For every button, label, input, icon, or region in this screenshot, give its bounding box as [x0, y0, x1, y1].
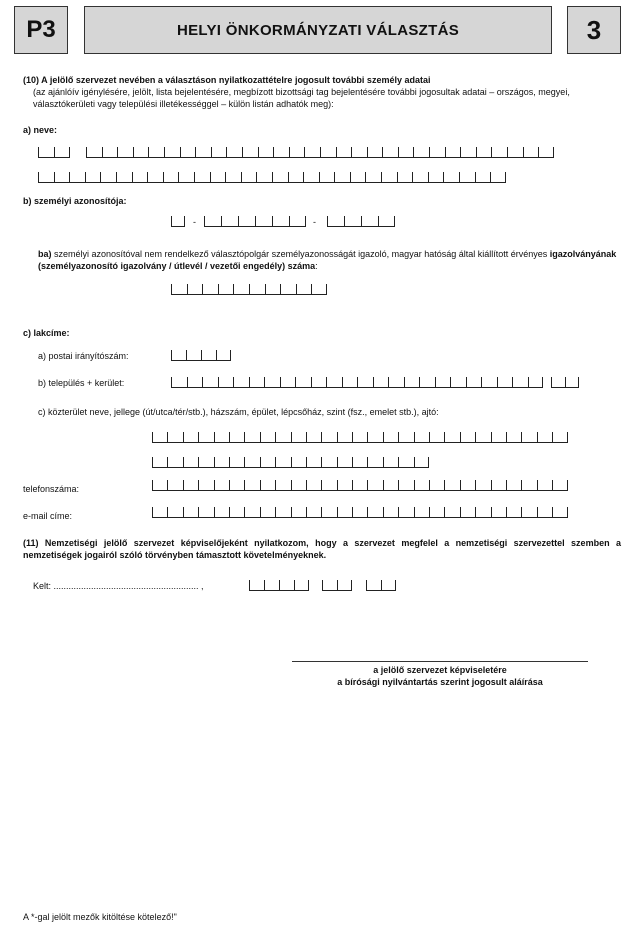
- char-cell[interactable]: [538, 147, 554, 157]
- char-cell[interactable]: [229, 507, 244, 517]
- char-cell[interactable]: [226, 147, 242, 157]
- char-cell[interactable]: [241, 172, 257, 182]
- char-cell[interactable]: [233, 377, 249, 387]
- personal-id-dash-2: -: [313, 217, 316, 227]
- char-cell[interactable]: [319, 172, 335, 182]
- char-cell[interactable]: [171, 284, 187, 294]
- char-cell[interactable]: [214, 432, 229, 442]
- char-cell[interactable]: [132, 172, 148, 182]
- char-cell[interactable]: [260, 432, 275, 442]
- char-cell[interactable]: [321, 507, 336, 517]
- street-boxes-row2[interactable]: [152, 457, 429, 468]
- street-label: c) közterület neve, jellege (út/utca/tér/stb.), házszám, épület, lépcsőház, szint (fsz., emelet stb.), ajtó:: [38, 407, 439, 417]
- char-cell[interactable]: [311, 284, 327, 294]
- char-cell[interactable]: [187, 377, 203, 387]
- char-cell[interactable]: [260, 507, 275, 517]
- char-cell[interactable]: [373, 377, 389, 387]
- char-cell[interactable]: [183, 457, 198, 467]
- char-cell[interactable]: [460, 480, 475, 490]
- char-cell[interactable]: [279, 580, 294, 590]
- email-boxes[interactable]: [152, 507, 568, 518]
- char-cell[interactable]: [351, 147, 367, 157]
- char-cell[interactable]: [506, 432, 521, 442]
- char-cell[interactable]: [85, 172, 101, 182]
- postal-code-boxes[interactable]: [171, 350, 231, 361]
- date-day-boxes[interactable]: [366, 580, 396, 591]
- char-cell[interactable]: [264, 377, 280, 387]
- char-cell[interactable]: [280, 377, 296, 387]
- char-cell[interactable]: [264, 580, 279, 590]
- personal-id-box-1[interactable]: [171, 216, 185, 227]
- char-cell[interactable]: [481, 377, 497, 387]
- personal-id-box-2[interactable]: [204, 216, 306, 227]
- char-cell[interactable]: [506, 480, 521, 490]
- char-cell[interactable]: [414, 432, 429, 442]
- char-cell[interactable]: [275, 457, 290, 467]
- char-cell[interactable]: [521, 480, 536, 490]
- char-cell[interactable]: [86, 147, 102, 157]
- char-cell[interactable]: [221, 216, 238, 226]
- char-cell[interactable]: [334, 172, 350, 182]
- char-cell[interactable]: [296, 284, 312, 294]
- char-cell[interactable]: [361, 216, 378, 226]
- char-cell[interactable]: [229, 480, 244, 490]
- char-cell[interactable]: [475, 432, 490, 442]
- char-cell[interactable]: [100, 172, 116, 182]
- char-cell[interactable]: [337, 480, 352, 490]
- char-cell[interactable]: [280, 284, 296, 294]
- char-cell[interactable]: [528, 377, 544, 387]
- char-cell[interactable]: [344, 216, 361, 226]
- char-cell[interactable]: [249, 284, 265, 294]
- char-cell[interactable]: [512, 377, 528, 387]
- char-cell[interactable]: [337, 580, 352, 590]
- form-code: P3: [14, 6, 68, 54]
- char-cell[interactable]: [275, 480, 290, 490]
- char-cell[interactable]: [382, 147, 398, 157]
- char-cell[interactable]: [398, 480, 413, 490]
- char-cell[interactable]: [275, 507, 290, 517]
- char-cell[interactable]: [260, 480, 275, 490]
- char-cell[interactable]: [491, 507, 506, 517]
- name-prefix-boxes[interactable]: [38, 147, 70, 158]
- char-cell[interactable]: [275, 432, 290, 442]
- district-boxes[interactable]: [551, 377, 579, 388]
- char-cell[interactable]: [233, 284, 249, 294]
- id-document-number-boxes[interactable]: [171, 284, 327, 295]
- settlement-label: b) település + kerület:: [38, 378, 125, 388]
- char-cell[interactable]: [322, 580, 337, 590]
- char-cell[interactable]: [295, 377, 311, 387]
- char-cell[interactable]: [133, 147, 149, 157]
- char-cell[interactable]: [466, 377, 482, 387]
- char-cell[interactable]: [180, 147, 196, 157]
- char-cell[interactable]: [367, 507, 382, 517]
- personal-id-label: b) személyi azonosítója:: [23, 196, 127, 206]
- char-cell[interactable]: [54, 147, 70, 157]
- char-cell[interactable]: [367, 147, 383, 157]
- char-cell[interactable]: [306, 457, 321, 467]
- signature-caption-2: a bírósági nyilvántartás szerint jogosult aláírása: [337, 677, 543, 687]
- char-cell[interactable]: [383, 480, 398, 490]
- char-cell[interactable]: [337, 432, 352, 442]
- char-cell[interactable]: [460, 432, 475, 442]
- mandatory-fields-note: A *-gal jelölt mezők kitöltése kötelező!": [23, 912, 177, 922]
- char-cell[interactable]: [342, 377, 358, 387]
- char-cell[interactable]: [327, 216, 344, 226]
- char-cell[interactable]: [244, 480, 259, 490]
- date-place-label: Kelt: .......................................................... ,: [33, 581, 204, 591]
- char-cell[interactable]: [167, 457, 182, 467]
- char-cell[interactable]: [475, 172, 491, 182]
- personal-id-box-3[interactable]: [327, 216, 395, 227]
- char-cell[interactable]: [352, 432, 367, 442]
- settlement-boxes[interactable]: [171, 377, 543, 388]
- section-11-declaration: (11) Nemzetiségi jelölő szervezet képviselőjeként nyilatkozom, hogy a szervezet megfelel a nemzetiségi szervezettel szemben a nemzetiségek jogairól szóló törvényben támasztott követelményeknek.: [23, 538, 621, 560]
- char-cell[interactable]: [273, 147, 289, 157]
- char-cell[interactable]: [476, 147, 492, 157]
- phone-boxes[interactable]: [152, 480, 568, 491]
- char-cell[interactable]: [523, 147, 539, 157]
- char-cell[interactable]: [428, 172, 444, 182]
- char-cell[interactable]: [214, 457, 229, 467]
- char-cell[interactable]: [238, 216, 255, 226]
- char-cell[interactable]: [350, 172, 366, 182]
- char-cell[interactable]: [352, 507, 367, 517]
- char-cell[interactable]: [198, 432, 213, 442]
- char-cell[interactable]: [383, 457, 398, 467]
- char-cell[interactable]: [444, 432, 459, 442]
- char-cell[interactable]: [265, 284, 281, 294]
- signature-caption-1: a jelölő szervezet képviseletére: [373, 665, 507, 675]
- section-10-note: (az ajánlóív igénylésére, jelölt, lista bejelentésére, megbízott bizottsági tag bejelentésére további jogosultak adatai – országos, megyei, választókerületi vagy települési illetékességgel – külön listán adhatók meg):: [33, 87, 570, 109]
- form-title: HELYI ÖNKORMÁNYZATI VÁLASZTÁS: [84, 6, 552, 54]
- char-cell[interactable]: [413, 147, 429, 157]
- char-cell[interactable]: [211, 147, 227, 157]
- char-cell[interactable]: [398, 147, 414, 157]
- char-cell[interactable]: [289, 216, 306, 226]
- char-cell[interactable]: [414, 507, 429, 517]
- char-cell[interactable]: [289, 147, 305, 157]
- char-cell[interactable]: [249, 377, 265, 387]
- phone-label: telefonszáma:: [23, 484, 80, 494]
- char-cell[interactable]: [435, 377, 451, 387]
- char-cell[interactable]: [357, 377, 373, 387]
- char-cell[interactable]: [164, 147, 180, 157]
- char-cell[interactable]: [201, 350, 216, 360]
- char-cell[interactable]: [306, 432, 321, 442]
- char-cell[interactable]: [444, 507, 459, 517]
- char-cell[interactable]: [204, 216, 221, 226]
- char-cell[interactable]: [552, 480, 567, 490]
- postal-code-label: a) postai irányítószám:: [38, 351, 129, 361]
- char-cell[interactable]: [490, 172, 506, 182]
- char-cell[interactable]: [306, 480, 321, 490]
- char-cell[interactable]: [171, 216, 185, 226]
- char-cell[interactable]: [242, 147, 258, 157]
- char-cell[interactable]: [102, 147, 118, 157]
- char-cell[interactable]: [38, 147, 54, 157]
- char-cell[interactable]: [444, 480, 459, 490]
- char-cell[interactable]: [202, 377, 218, 387]
- char-cell[interactable]: [195, 147, 211, 157]
- char-cell[interactable]: [537, 480, 552, 490]
- char-cell[interactable]: [459, 172, 475, 182]
- email-label: e-mail címe:: [23, 511, 73, 521]
- char-cell[interactable]: [551, 377, 565, 387]
- char-cell[interactable]: [336, 147, 352, 157]
- char-cell[interactable]: [381, 172, 397, 182]
- char-cell[interactable]: [152, 457, 167, 467]
- char-cell[interactable]: [116, 172, 132, 182]
- char-cell[interactable]: [414, 480, 429, 490]
- char-cell[interactable]: [352, 480, 367, 490]
- char-cell[interactable]: [381, 580, 396, 590]
- char-cell[interactable]: [321, 480, 336, 490]
- char-cell[interactable]: [491, 147, 507, 157]
- char-cell[interactable]: [152, 507, 167, 517]
- char-cell[interactable]: [398, 507, 413, 517]
- char-cell[interactable]: [69, 172, 85, 182]
- char-cell[interactable]: [218, 284, 234, 294]
- id-document-colon: :: [315, 261, 318, 271]
- char-cell[interactable]: [475, 480, 490, 490]
- char-cell[interactable]: [186, 350, 201, 360]
- char-cell[interactable]: [178, 172, 194, 182]
- char-cell[interactable]: [255, 216, 272, 226]
- char-cell[interactable]: [187, 284, 203, 294]
- char-cell[interactable]: [414, 457, 429, 467]
- id-document-description: személyi azonosítóval nem rendelkező választópolgár személyazonosságát igazoló, magyar hatóság által kiállított érvényes: [51, 249, 550, 259]
- char-cell[interactable]: [491, 432, 506, 442]
- signature-line[interactable]: [292, 661, 588, 662]
- char-cell[interactable]: [352, 457, 367, 467]
- char-cell[interactable]: [521, 432, 536, 442]
- char-cell[interactable]: [429, 507, 444, 517]
- char-cell[interactable]: [321, 457, 336, 467]
- char-cell[interactable]: [260, 457, 275, 467]
- char-cell[interactable]: [303, 172, 319, 182]
- char-cell[interactable]: [304, 147, 320, 157]
- char-cell[interactable]: [167, 507, 182, 517]
- char-cell[interactable]: [167, 432, 182, 442]
- id-document-bold: igazolványának (személyazonosító igazolvány / útlevél / vezetői engedély) száma: [38, 249, 617, 271]
- name-boxes-row1[interactable]: [86, 147, 554, 158]
- char-cell[interactable]: [337, 457, 352, 467]
- char-cell[interactable]: [244, 457, 259, 467]
- char-cell[interactable]: [321, 432, 336, 442]
- char-cell[interactable]: [225, 172, 241, 182]
- char-cell[interactable]: [521, 507, 536, 517]
- char-cell[interactable]: [229, 432, 244, 442]
- char-cell[interactable]: [291, 507, 306, 517]
- char-cell[interactable]: [398, 457, 413, 467]
- char-cell[interactable]: [383, 432, 398, 442]
- char-cell[interactable]: [148, 147, 164, 157]
- char-cell[interactable]: [398, 432, 413, 442]
- char-cell[interactable]: [429, 480, 444, 490]
- char-cell[interactable]: [443, 172, 459, 182]
- char-cell[interactable]: [288, 172, 304, 182]
- char-cell[interactable]: [367, 480, 382, 490]
- char-cell[interactable]: [194, 172, 210, 182]
- char-cell[interactable]: [537, 432, 552, 442]
- char-cell[interactable]: [249, 580, 264, 590]
- char-cell[interactable]: [256, 172, 272, 182]
- char-cell[interactable]: [147, 172, 163, 182]
- char-cell[interactable]: [326, 377, 342, 387]
- char-cell[interactable]: [378, 216, 395, 226]
- char-cell[interactable]: [291, 480, 306, 490]
- char-cell[interactable]: [294, 580, 309, 590]
- char-cell[interactable]: [202, 284, 218, 294]
- char-cell[interactable]: [214, 480, 229, 490]
- char-cell[interactable]: [311, 377, 327, 387]
- char-cell[interactable]: [183, 480, 198, 490]
- char-cell[interactable]: [383, 507, 398, 517]
- char-cell[interactable]: [171, 377, 187, 387]
- char-cell[interactable]: [167, 480, 182, 490]
- char-cell[interactable]: [117, 147, 133, 157]
- char-cell[interactable]: [450, 377, 466, 387]
- char-cell[interactable]: [183, 507, 198, 517]
- char-cell[interactable]: [419, 377, 435, 387]
- char-cell[interactable]: [537, 507, 552, 517]
- char-cell[interactable]: [337, 507, 352, 517]
- char-cell[interactable]: [198, 457, 213, 467]
- char-cell[interactable]: [429, 432, 444, 442]
- char-cell[interactable]: [163, 172, 179, 182]
- char-cell[interactable]: [367, 432, 382, 442]
- char-cell[interactable]: [507, 147, 523, 157]
- char-cell[interactable]: [565, 377, 579, 387]
- char-cell[interactable]: [218, 377, 234, 387]
- char-cell[interactable]: [366, 580, 381, 590]
- char-cell[interactable]: [272, 172, 288, 182]
- char-cell[interactable]: [412, 172, 428, 182]
- char-cell[interactable]: [171, 350, 186, 360]
- char-cell[interactable]: [291, 457, 306, 467]
- char-cell[interactable]: [152, 480, 167, 490]
- char-cell[interactable]: [244, 507, 259, 517]
- char-cell[interactable]: [198, 480, 213, 490]
- char-cell[interactable]: [210, 172, 226, 182]
- street-boxes-row1[interactable]: [152, 432, 568, 443]
- char-cell[interactable]: [216, 350, 231, 360]
- date-month-boxes[interactable]: [322, 580, 352, 591]
- char-cell[interactable]: [491, 480, 506, 490]
- char-cell[interactable]: [258, 147, 274, 157]
- char-cell[interactable]: [152, 432, 167, 442]
- char-cell[interactable]: [445, 147, 461, 157]
- char-cell[interactable]: [272, 216, 289, 226]
- char-cell[interactable]: [291, 432, 306, 442]
- char-cell[interactable]: [367, 457, 382, 467]
- date-year-boxes[interactable]: [249, 580, 309, 591]
- id-document-prefix: ba): [38, 249, 52, 259]
- char-cell[interactable]: [497, 377, 513, 387]
- char-cell[interactable]: [229, 457, 244, 467]
- char-cell[interactable]: [397, 172, 413, 182]
- char-cell[interactable]: [38, 172, 54, 182]
- char-cell[interactable]: [306, 507, 321, 517]
- id-document-text: [38, 248, 620, 272]
- name-label: a) neve:: [23, 125, 58, 135]
- char-cell[interactable]: [214, 507, 229, 517]
- page-number: 3: [567, 6, 621, 54]
- char-cell[interactable]: [552, 507, 567, 517]
- char-cell[interactable]: [365, 172, 381, 182]
- personal-id-dash-1: -: [193, 217, 196, 227]
- name-boxes-row2[interactable]: [38, 172, 506, 183]
- section-10-heading: (10) A jelölő szervezet nevében a választáson nyilatkozattételre jogosult további személy adatai: [23, 75, 431, 85]
- char-cell[interactable]: [475, 507, 490, 517]
- char-cell[interactable]: [388, 377, 404, 387]
- char-cell[interactable]: [460, 507, 475, 517]
- char-cell[interactable]: [54, 172, 70, 182]
- char-cell[interactable]: [429, 147, 445, 157]
- char-cell[interactable]: [460, 147, 476, 157]
- char-cell[interactable]: [244, 432, 259, 442]
- char-cell[interactable]: [506, 507, 521, 517]
- char-cell[interactable]: [404, 377, 420, 387]
- char-cell[interactable]: [198, 507, 213, 517]
- address-label: c) lakcíme:: [23, 328, 70, 338]
- char-cell[interactable]: [320, 147, 336, 157]
- char-cell[interactable]: [552, 432, 567, 442]
- char-cell[interactable]: [183, 432, 198, 442]
